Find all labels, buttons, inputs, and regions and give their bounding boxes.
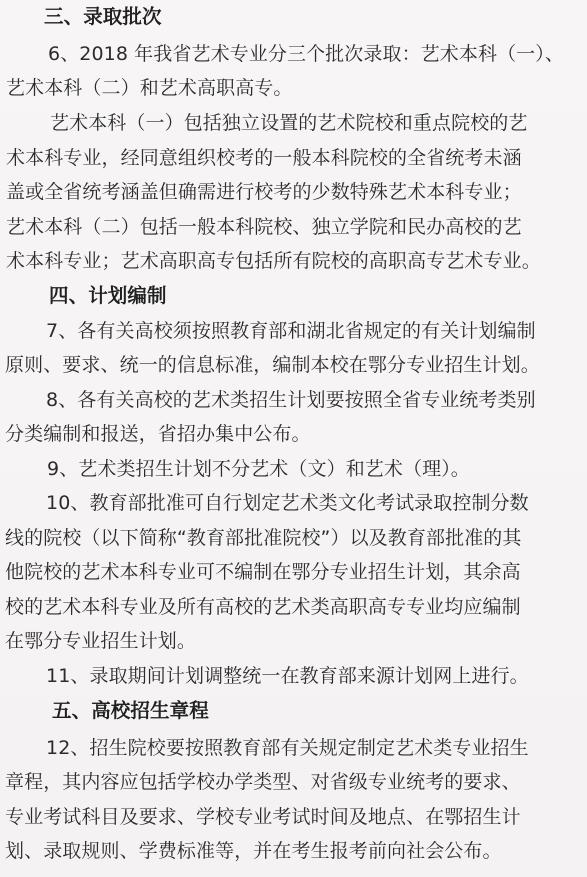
paragraph-line: 他院校的艺术本科专业可不编制在鄂分专业招生计划，其余高 xyxy=(5,561,521,583)
paragraph-line: 术本科专业，经同意组织校考的一般本科院校的全省统考未涵 xyxy=(6,147,522,169)
paragraph-line: 9、艺术类招生计划不分艺术（文）和艺术（理）。 xyxy=(47,458,470,480)
paragraph-line: 7、各有关高校须按照教育部和湖北省规定的有关计划编制 xyxy=(46,320,536,342)
section-heading: 三、录取批次 xyxy=(44,5,162,28)
section-heading: 四、计划编制 xyxy=(49,284,167,307)
paragraph-line: 盖或全省统考涵盖但确需进行校考的少数特殊艺术本科专业； xyxy=(6,181,522,203)
paragraph-line: 12、招生院校要按照教育部有关规定制定艺术类专业招生 xyxy=(46,737,529,759)
paragraph-line: 艺术本科（一）包括独立设置的艺术院校和重点院校的艺 xyxy=(50,112,528,134)
paragraph-line: 10、教育部批准可自行划定艺术类文化考试录取控制分数 xyxy=(46,492,529,514)
paragraph-line: 校的艺术本科专业及所有高校的艺术类高职高专专业均应编制 xyxy=(5,596,521,618)
paragraph-line: 6、2018 年我省艺术专业分三个批次录取：艺术本科（一）、 xyxy=(48,43,564,65)
paragraph-line: 艺术本科（二）包括一般本科院校、独立学院和民办高校的艺 xyxy=(6,216,522,238)
paragraph-line: 线的院校（以下简称“教育部批准院校”）以及教育部批准的其 xyxy=(5,527,522,549)
paragraph-line: 划、录取规则、学费标准等，并在考生报考前向社会公布。 xyxy=(5,840,502,862)
paragraph-line: 11、录取期间计划调整统一在教育部来源计划网上进行。 xyxy=(46,665,529,687)
paragraph-line: 专业考试科目及要求、学校专业考试时间及地点、在鄂招生计 xyxy=(5,806,521,828)
paragraph-line: 艺术本科（二）和艺术高职高专。 xyxy=(6,77,293,99)
section-heading: 五、高校招生章程 xyxy=(52,699,209,722)
paragraph-line: 章程，其内容应包括学校办学类型、对省级专业统考的要求、 xyxy=(5,771,521,793)
paragraph-line: 术本科专业；艺术高职高专包括所有院校的高职高专艺术专业。 xyxy=(6,250,541,272)
paragraph-line: 原则、要求、统一的信息标准，编制本校在鄂分专业招生计划。 xyxy=(5,354,540,376)
paragraph-line: 在鄂分专业招生计划。 xyxy=(5,630,197,652)
paragraph-line: 8、各有关高校的艺术类招生计划要按照全省专业统考类别 xyxy=(46,389,536,411)
paragraph-line: 分类编制和报送，省招办集中公布。 xyxy=(5,423,311,445)
